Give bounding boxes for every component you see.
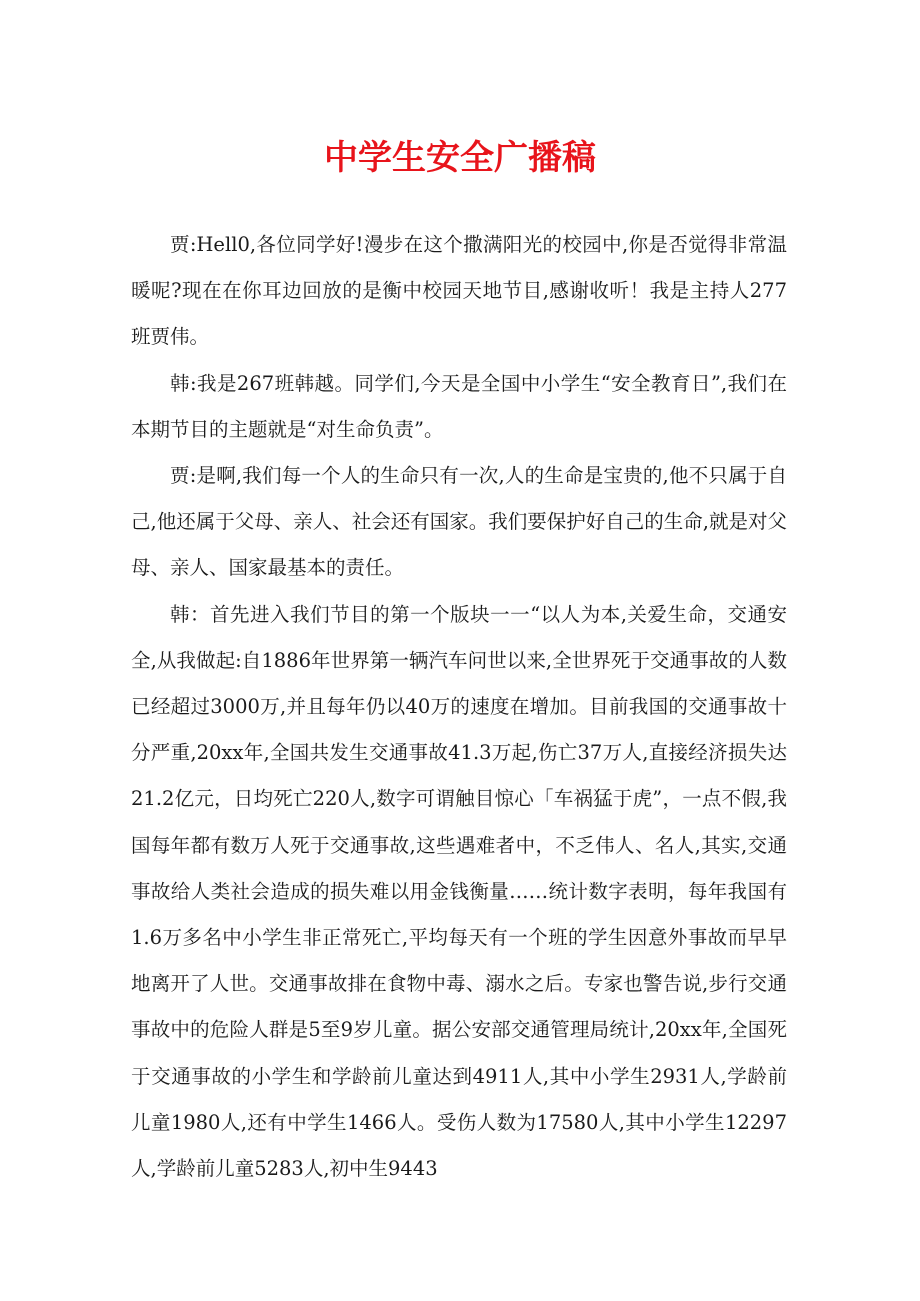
paragraph-han-intro: 韩:我是267班韩越。同学们,今天是全国中小学生“安全教育日”,我们在本期节目的主题就是“对生命负责”。 xyxy=(131,371,787,441)
paragraph-jia-life: 贾:是啊,我们每一个人的生命只有一次,人的生命是宝贵的,他不只属于自己,他还属于父母、亲人、社会还有国家。我们要保护好自己的生命,就是对父母、亲人、国家最基本的责任。 xyxy=(131,464,787,580)
document-body xyxy=(131,222,787,1192)
paragraph-han-traffic-safety: 韩：首先进入我们节目的第一个版块一一“以人为本,关爱生命，交通安全,从我做起:自1886年世界第一辆汽车问世以来,全世界死于交通事故的人数已经超过3000万,并且每年仍以40万的速度在增加。目前我国的交通事故十分严重,20xx年,全国共发生交通事故41.3万起,伤亡37万人,直接经济损失达21.2亿元，日均死亡220人,数字可谓触目惊心「车祸猛于虎”，一点不假,我国每年都有数万人死于交通事故,这些遇难者中，不乏伟人、名人,其实,交通事故给人类社会造成的损失难以用金钱衡量……统计数字表明，每年我国有1.6万多名中小学生非正常死亡,平均每天有一个班的学生因意外事故而早早地离开了人世。交通事故排在食物中毒、溺水之后。专家也警告说,步行交通事故中的危险人群是5至9岁儿童。据公安部交通管理局统计,20xx年,全国死于交通事故的小学生和学龄前儿童达到4911人,其中小学生2931人,学龄前儿童1980人,还有中学生1466人。受伤人数为17580人,其中小学生12297人,学龄前儿童5283人,初中生9443 xyxy=(131,602,787,1181)
paragraph-jia-greeting: 贾:Hell0,各位同学好!漫步在这个撒满阳光的校园中,你是否觉得非常温暖呢?现在在你耳边回放的是衡中校园天地节目,感谢收听！我是主持人277班贾伟。 xyxy=(131,233,787,349)
document-title: 中学生安全广播稿 xyxy=(324,138,596,178)
